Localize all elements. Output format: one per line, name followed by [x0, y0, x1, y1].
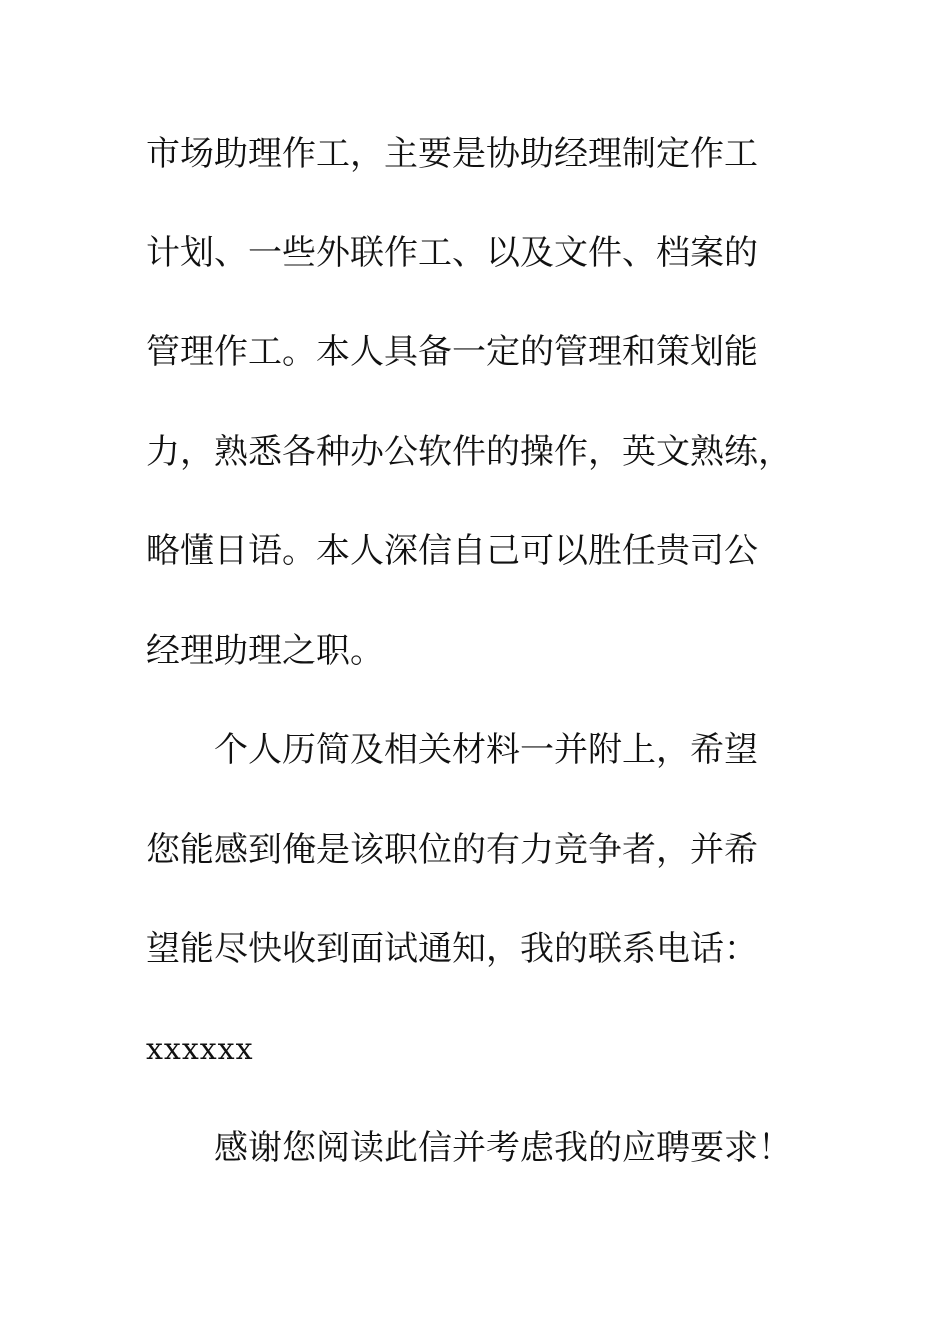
text-line: 力，熟悉各种办公软件的操作，英文熟练， — [146, 432, 792, 472]
text-line: 略懂日语。本人深信自己可以胜任贵司公 — [146, 531, 758, 571]
text-line: 计划、一些外联作工、以及文件、档案的 — [146, 233, 758, 273]
text-line: 望能尽快收到面试通知，我的联系电话： — [146, 929, 758, 969]
text-line: 管理作工。本人具备一定的管理和策划能 — [146, 332, 758, 372]
text-line: 您能感到俺是该职位的有力竞争者，并希 — [146, 830, 758, 870]
text-line: 市场助理作工，主要是协助经理制定作工 — [146, 134, 758, 174]
closing-line: 感谢您阅读此信并考虑我的应聘要求！ — [214, 1128, 792, 1168]
text-line: 个人历简及相关材料一并附上，希望 — [214, 730, 758, 770]
text-line: 经理助理之职。 — [146, 631, 384, 671]
phone-number-text: xxxxxx — [146, 1032, 254, 1067]
